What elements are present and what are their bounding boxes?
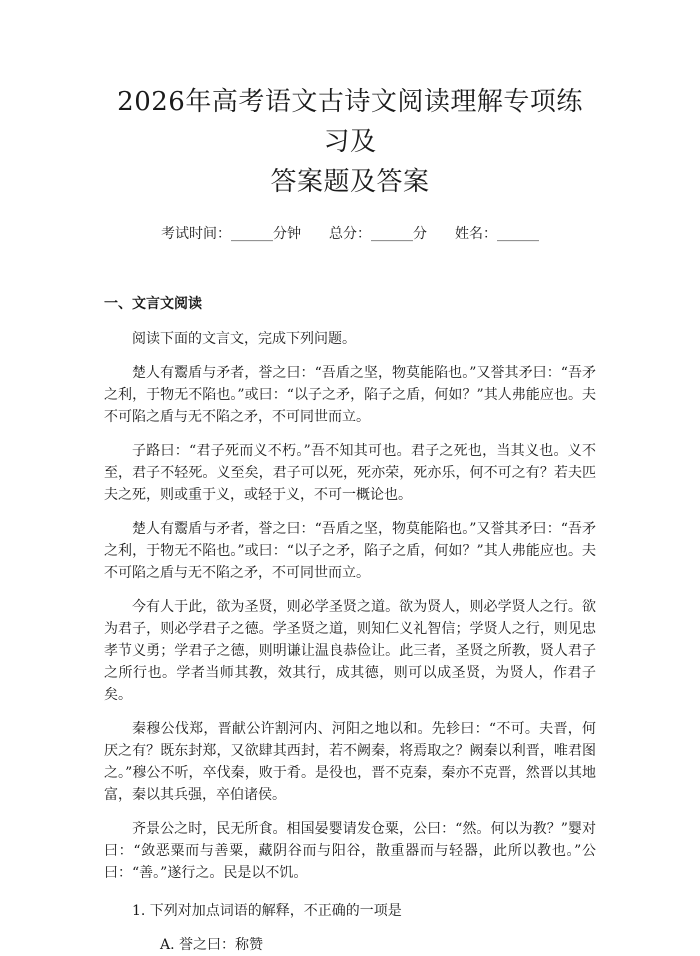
title-line-2: 答案题及答案 [270,167,430,197]
section-instruction: 阅读下面的文言文，完成下列问题。 [132,331,356,347]
passage-1: 楚人有鬻盾与矛者，誉之曰：“吾盾之坚，物莫能陷也。”又誉其矛曰：“吾矛之利，于物无不陷也。”或曰：“以子之矛，陷子之盾，何如？”其人弗能应也。夫不可陷之盾与无不陷之矛，不可同世而立。 [104,365,596,425]
question-1-option-a: A. 誉之曰：称赞 [160,937,264,953]
passage-3: 楚人有鬻盾与矛者，誉之曰：“吾盾之坚，物莫能陷也。”又誉其矛曰：“吾矛之利，于物无不陷也。”或曰：“以子之矛，陷子之盾，何如？”其人弗能应也。夫不可陷之盾与无不陷之矛，不可同世而立。 [104,521,596,581]
document-title [104,0,596,202]
passage-6: 齐景公之时，民无所食。相国晏婴请发仓粟，公曰：“然。何以为教？”婴对曰：“敛恶粟而与善粟，藏阴谷而与阳谷，散重器而与轻器，此所以教也。”公曰：“善。”遂行之。民是以不饥。 [104,821,596,881]
title-line-1: 2026年高考语文古诗文阅读理解专项练习及 [117,87,583,157]
exam-info [104,224,596,244]
passage-2: 子路曰：“君子死而义不朽。”吾不知其可也。君子之死也，当其义也。义不至，君子不轻死。义至矣，君子可以死，死亦荣，死亦乐，何不可之有？若夫匹夫之死，则或重于义，或轻于义，不可一概论也。 [104,443,596,503]
passage-5: 秦穆公伐郑，晋献公许割河内、河阳之地以和。先轸曰：“不可。夫晋，何厌之有？既东封郑，又欲肆其西封，若不阙秦，将焉取之？阙秦以利晋，唯君图之。”穆公不听，卒伐秦，败于肴。是役也，晋不克秦，秦亦不克晋，然晋以其地富，秦以其兵强，卒伯诸侯。 [104,721,596,803]
passage-4: 今有人于此，欲为圣贤，则必学圣贤之道。欲为贤人，则必学贤人之行。欲为君子，则必学君子之德。学圣贤之道，则知仁义礼智信；学贤人之行，则见忠孝节义勇；学君子之德，则明谦让温良恭俭让。此三者，圣贤之所教，贤人君子之所行也。学者当师其教，效其行，成其德，则可以成圣贤，为贤人，作君子矣。 [104,599,596,703]
section-heading: 一、文言文阅读 [104,296,202,312]
exam-time-label: 考试时间：______分钟 [161,226,301,242]
exam-score-label: 总分：______分 [329,226,427,242]
question-1: 1. 下列对加点词语的解释，不正确的一项是 [132,903,402,919]
exam-name-label: 姓名：______ [455,226,539,242]
